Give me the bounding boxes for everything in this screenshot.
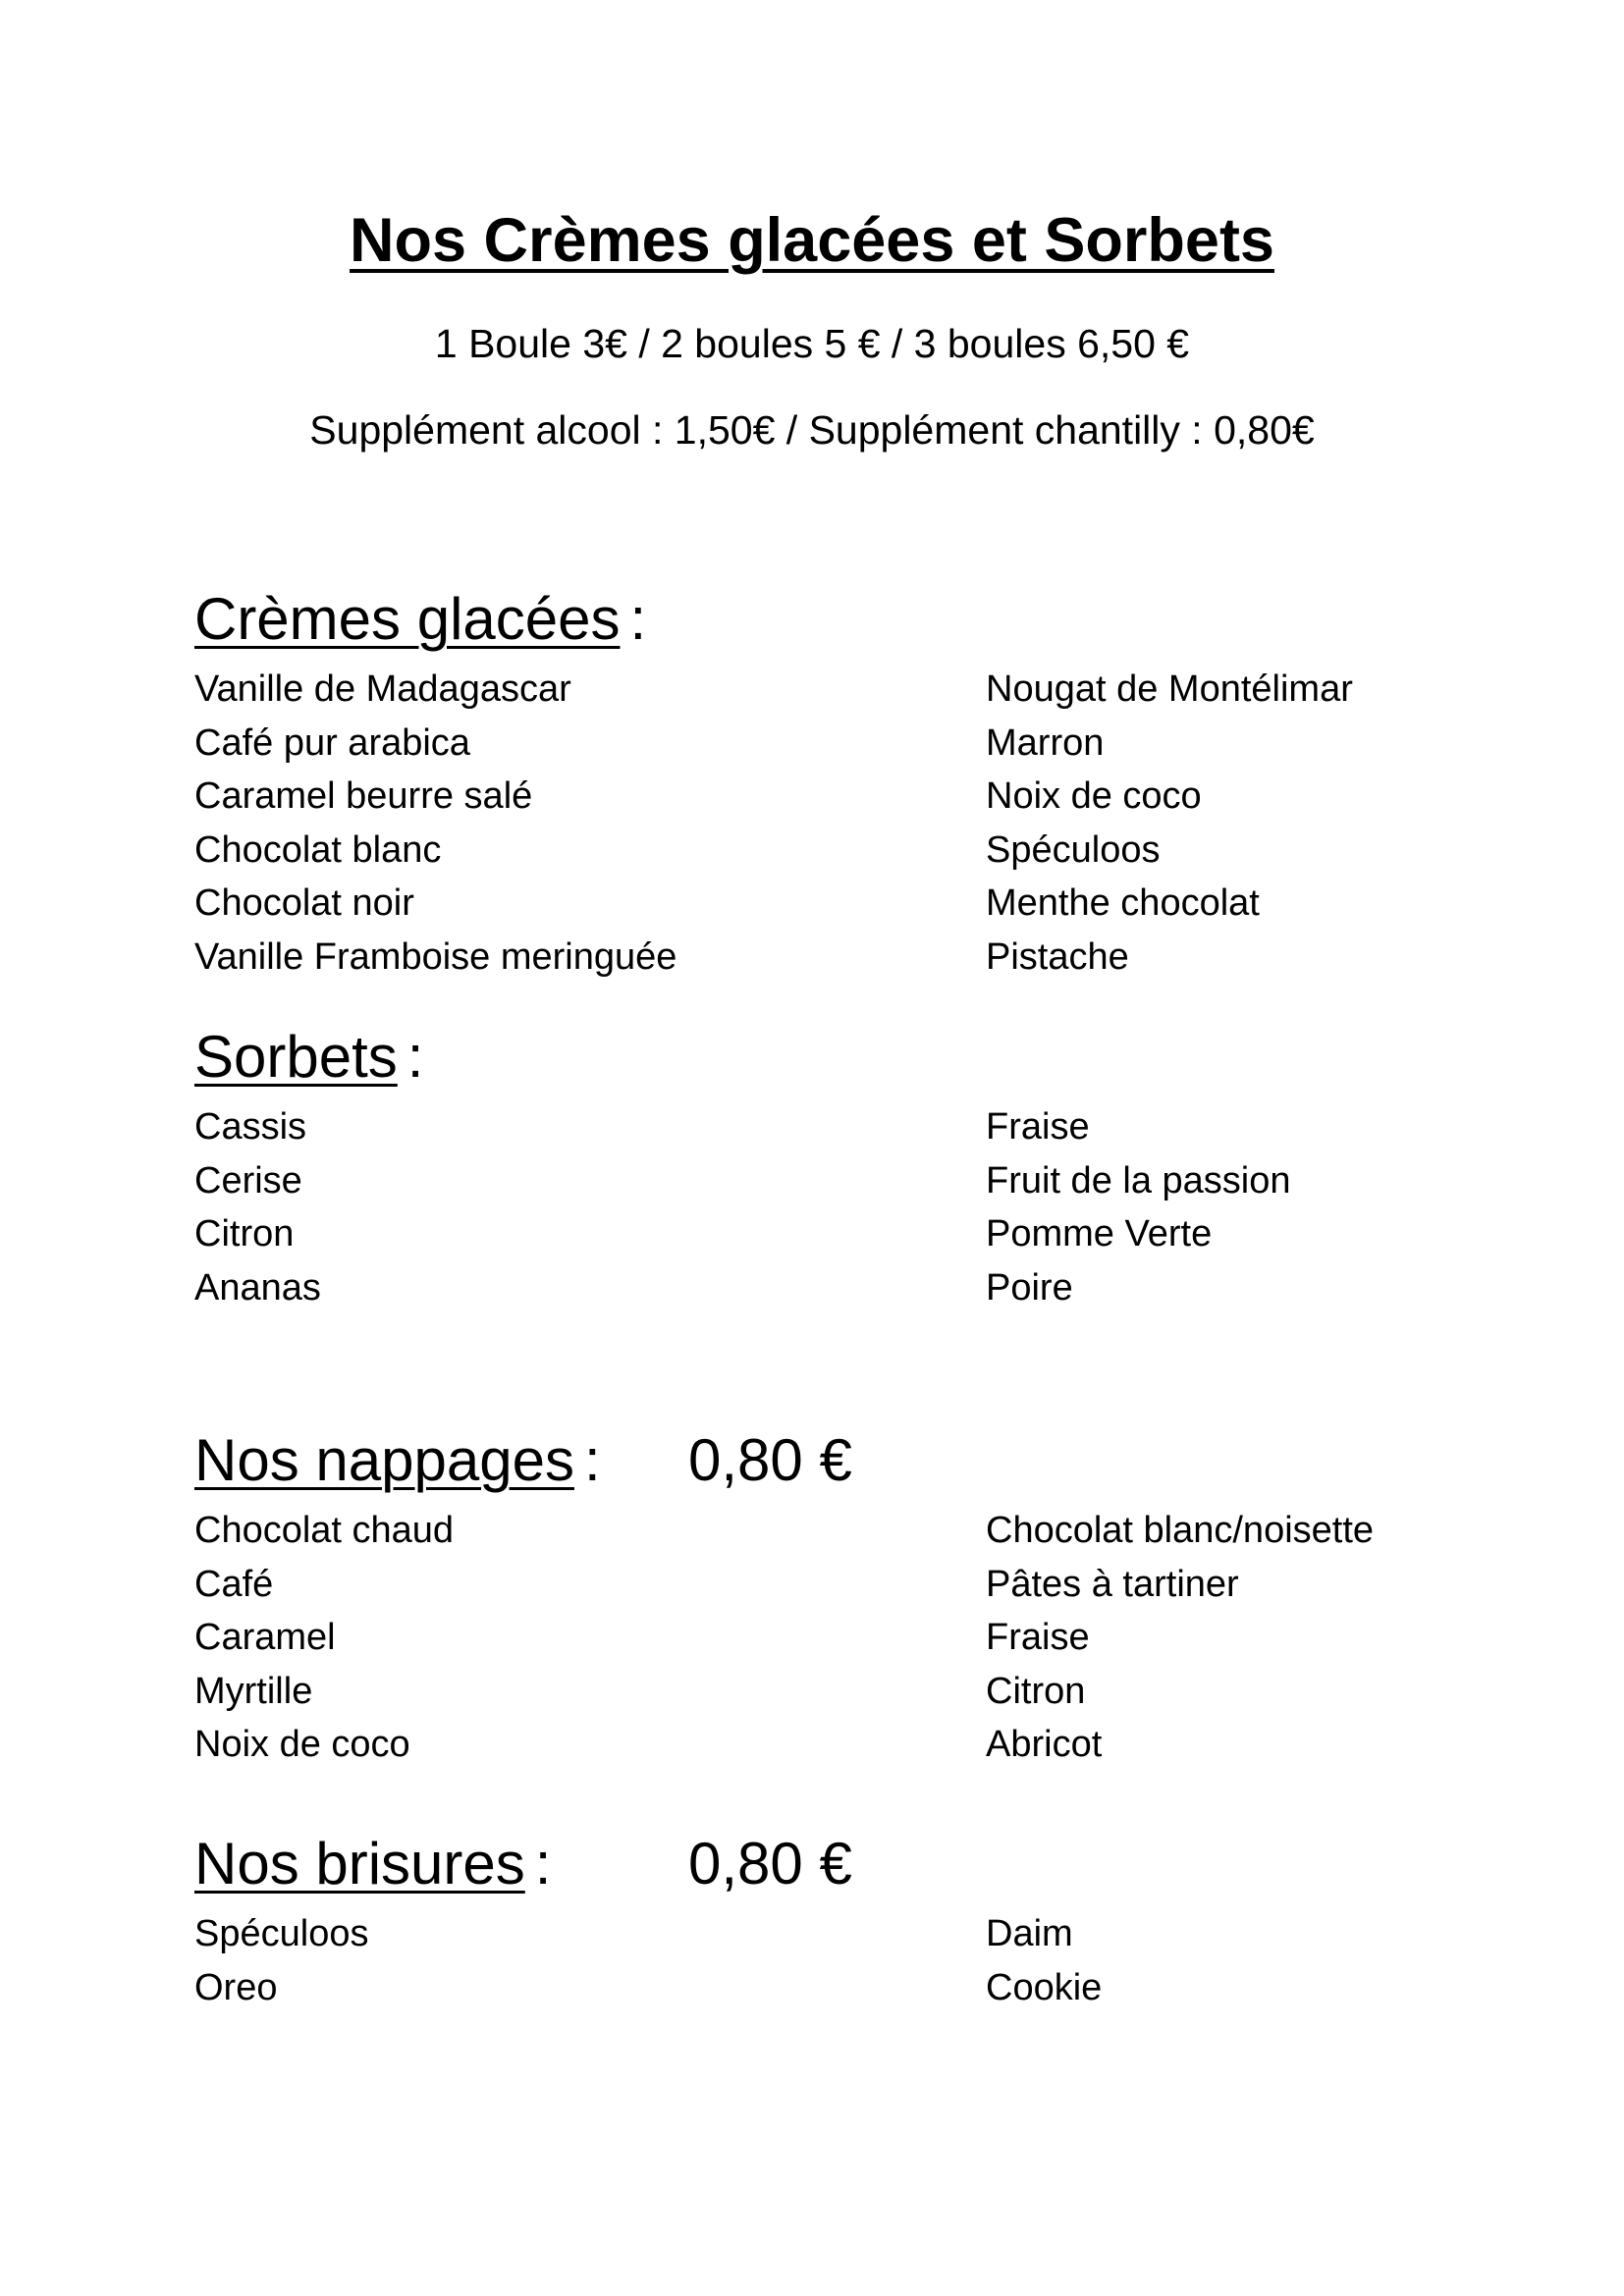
section-sorbets [194,1014,1471,1314]
section-heading-text: Crèmes glacées [194,586,621,652]
list-item: Chocolat chaud [194,1510,455,1551]
list-item: Poire [986,1266,1073,1308]
list-item: Ananas [194,1266,321,1308]
section-heading-colon: : [583,1427,601,1493]
list-item: Pistache [986,935,1129,978]
list-item: Pâtes à tartiner [986,1563,1239,1605]
list-item: Abricot [986,1724,1103,1765]
section-heading-colon: : [406,1024,424,1090]
flavor-list [194,1100,1471,1314]
list-item: Oreo [194,1966,278,2008]
section-heading-colon: : [629,586,647,652]
section-heading-text: Nos nappages [194,1427,574,1493]
list-item: Spéculoos [194,1913,369,1954]
list-item: Noix de coco [194,1724,410,1765]
section-heading [194,576,1471,663]
section-cremes-glacees [194,576,1471,984]
list-item: Daim [986,1913,1073,1954]
section-heading [194,1417,1471,1504]
list-item: Chocolat blanc/noisette [986,1510,1375,1551]
section-heading-text: Sorbets [194,1024,398,1090]
section-price: 0,80 € [688,1831,852,1896]
topping-list [194,1504,1471,1772]
list-item: Fruit de la passion [986,1159,1291,1201]
list-item: Vanille Framboise meringuée [194,935,677,978]
section-heading [194,1821,1471,1907]
list-item: Citron [194,1213,295,1255]
page-title: Nos Crèmes glacées et Sorbets [350,206,1274,275]
list-item: Caramel [194,1617,336,1658]
list-item: Vanille de Madagascar [194,668,571,710]
list-item: Café pur arabica [194,721,470,764]
list-item: Café [194,1563,274,1605]
list-item: Spéculoos [986,828,1161,871]
list-item: Citron [986,1670,1086,1712]
list-item: Myrtille [194,1670,313,1712]
list-item: Noix de coco [986,775,1202,817]
section-heading [194,1014,1471,1100]
section-heading-colon: : [534,1831,552,1896]
list-item: Chocolat blanc [194,828,442,871]
list-item: Caramel beurre salé [194,775,533,817]
supplements-prices: Supplément alcool : 1,50€ / Supplément chantilly : 0,80€ [309,407,1315,453]
section-price: 0,80 € [688,1427,852,1493]
list-item: Marron [986,721,1105,764]
list-item: Fraise [986,1617,1090,1658]
list-item: Fraise [986,1106,1090,1148]
list-item: Cassis [194,1106,307,1148]
list-item: Pomme Verte [986,1213,1213,1255]
list-item: Chocolat noir [194,882,414,924]
section-nappages [194,1417,1471,1772]
section-heading-text: Nos brisures [194,1831,525,1896]
topping-list [194,1907,1471,2014]
list-item: Menthe chocolat [986,882,1260,924]
section-brisures [194,1821,1471,2014]
list-item: Nougat de Montélimar [986,668,1353,710]
list-item: Cookie [986,1966,1103,2008]
list-item: Cerise [194,1159,302,1201]
flavor-list [194,663,1471,984]
scoop-prices: 1 Boule 3€ / 2 boules 5 € / 3 boules 6,50 € [434,321,1190,366]
